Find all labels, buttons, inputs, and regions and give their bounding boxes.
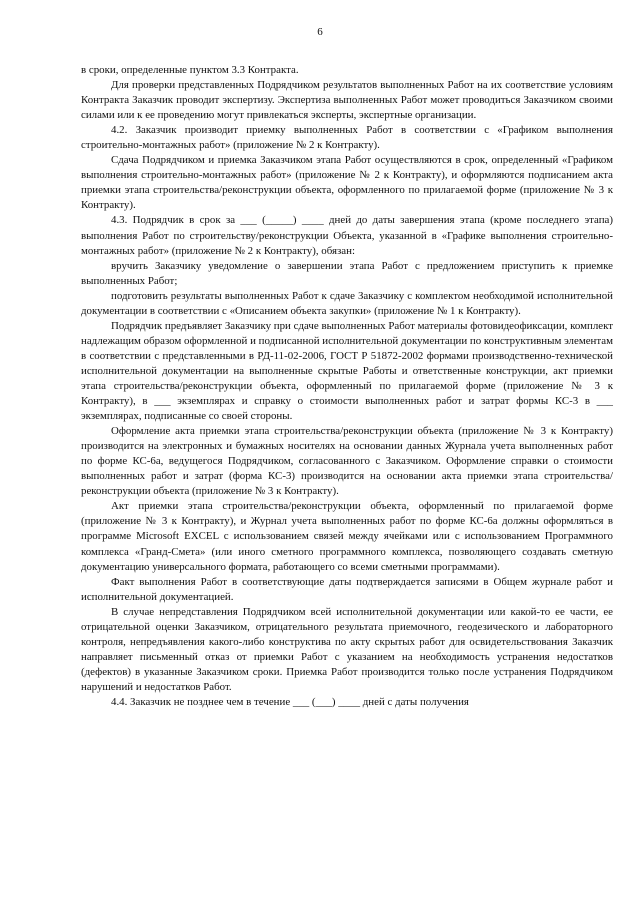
paragraph: в сроки, определенные пунктом 3.3 Контракта.: [81, 64, 299, 76]
paragraph: вручить Заказчику уведомление о завершении этапа Работ с предложением приступить к приемке выполненных Работ;: [81, 259, 613, 287]
paragraph: В случае непредставления Подрядчиком всей исполнительной документации или какой-то ее части, ее отрицательной оценки Заказчиком, отрицательного результата приемочного, геодезического и лабораторного контроля, непредъявления какого-либо конструктива по акту скрытых работ для освидетельствования Заказчик направляет письменный отказ от приемки Работ с указанием на необходимость устранения недостатков (дефектов) в указанные Заказчиком сроки. Приемка Работ производится только после устранения Подрядчиком нарушений и недостатков Работ.: [81, 605, 613, 693]
paragraph: подготовить результаты выполненных Работ к сдаче Заказчику с комплектом необходимой исполнительной документации в соответствии с «Описанием объекта закупки» (приложение № 1 к Контракту).: [81, 289, 613, 317]
paragraph: 4.4. Заказчик не позднее чем в течение ___ (___) ____ дней с даты получения: [111, 695, 469, 708]
paragraph: Акт приемки этапа строительства/реконструкции объекта, оформленный по прилагаемой форме (приложение № 3 к Контракту), и Журнал учета выполненных работ по форме КС-6а должны оформляться в программе Microsoft EXCEL с использованием связей между ячейками или с использованием Программного комплекса «Гранд-Смета» (или иного сметного программного комплекса, позволяющего создавать сметную документацию универсального формата, работающего со всеми сметными программами).: [81, 500, 613, 573]
paragraph: Оформление акта приемки этапа строительства/реконструкции объекта (приложение № 3 к Контракту) производится на электронных и бумажных носителях на основании данных Журнала учета выполненных работ по форме КС-6а, ведущегося Подрядчиком, согласованного с Заказчиком. Оформление справки о стоимости выполненных работ и затрат (форма КС-3) производится на основании акта приемки этапа строительства/реконструкции объекта (приложение № 3 к Контракту).: [81, 425, 613, 498]
paragraph: Подрядчик предъявляет Заказчику при сдаче выполненных Работ материалы фотовидеофиксации, комплект надлежащим образом оформленной и подписанной исполнительной документации по конструктивным элементам в соответствии с представленными в РД-11-02-2006, ГОСТ Р 51872-2002 формами производственно-технической исполнительной документации на выполненные скрытые Работы и ответственные конструкции, акт приемки этапа строительства/реконструкции объекта, оформленный по прилагаемой форме (приложение № 3 к Контракту), в ___ экземплярах и справку о стоимости выполненных работ и затрат формы КС-3 в ___ экземплярах, подписанные со своей стороны.: [81, 319, 613, 423]
paragraph: Сдача Подрядчиком и приемка Заказчиком этапа Работ осуществляются в срок, определенный «Графиком выполнения строительно-монтажных работ» (приложение № 2 к Контракту), и оформляются подписанием акта приемки этапа строительства/реконструкции объекта, оформленного по прилагаемой форме (приложение № 3 к Контракту).: [81, 154, 613, 212]
page-number: 6: [317, 26, 323, 38]
paragraph: 4.3. Подрядчик в срок за ___ (_____) ____ дней до даты завершения этапа (кроме последнего этапа) выполнения Работ по строительству/реконструкции Объекта, указанной в «Графике выполнения строительно-монтажных работ» (приложение № 2 к Контракту), обязан:: [81, 214, 613, 257]
paragraph: Факт выполнения Работ в соответствующие даты подтверждается записями в Общем журнале работ и исполнительной документацией.: [81, 575, 613, 603]
paragraph: Для проверки представленных Подрядчиком результатов выполненных Работ на их соответствие условиям Контракта Заказчик проводит экспертизу. Экспертиза выполненных Работ может проводиться Заказчиком своими силами или к ее проведению могут привлекаться эксперты, экспертные организации.: [81, 79, 613, 122]
document-body: [81, 63, 613, 710]
paragraph: 4.2. Заказчик производит приемку выполненных Работ в соответствии с «Графиком выполнения строительно-монтажных работ» (приложение № 2 к Контракту).: [81, 124, 613, 152]
